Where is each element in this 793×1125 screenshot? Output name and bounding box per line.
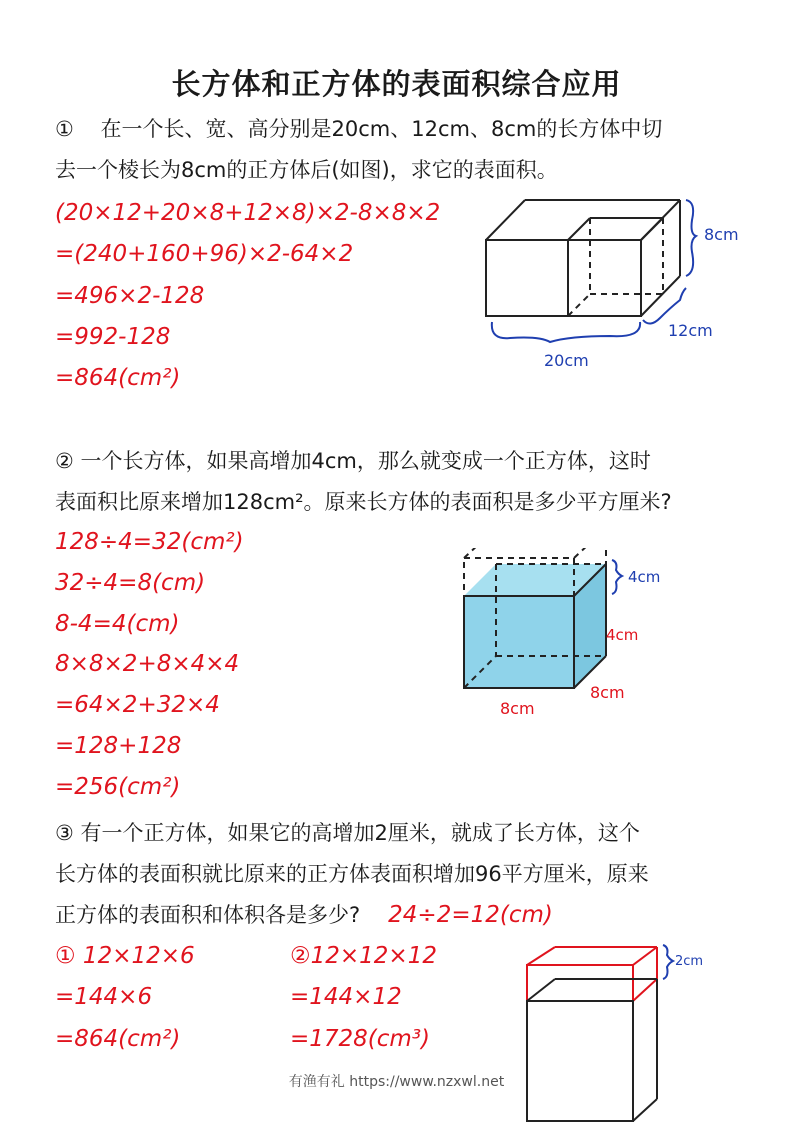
q1-line2: 去一个棱长为8cm的正方体后(如图)，求它的表面积。: [55, 158, 558, 182]
q3-answer-line: =1728(cm³): [290, 1025, 431, 1052]
q2-answer-line: 32÷4=8(cm): [55, 569, 206, 596]
q1-cuboid-figure: [470, 190, 760, 380]
q1-answer-line: =496×2-128: [55, 282, 205, 309]
q1-answer: [55, 193, 440, 399]
q3-answer-left: [55, 936, 195, 1060]
q3-cube-figure: [515, 935, 745, 1125]
q2-length-label: 8cm: [500, 699, 535, 718]
q3-answer-line: =144×12: [290, 984, 402, 1011]
footer-watermark: 有渔有礼 https://www.nzxwl.net: [288, 1074, 505, 1090]
q2-answer-line: 8×8×2+8×4×4: [55, 651, 240, 678]
question-3: [55, 813, 755, 936]
q1-answer-line: (20×12+20×8+12×8)×2-8×8×2: [55, 200, 441, 226]
q2-height-label: 4cm: [606, 626, 639, 644]
q2-answer-line: =128+128: [55, 732, 182, 759]
page-title: 长方体和正方体的表面积综合应用: [171, 67, 622, 101]
q2-width-label: 8cm: [590, 683, 625, 702]
q1-length-label: 20cm: [544, 351, 589, 370]
q1-marker: ①: [55, 117, 74, 141]
q1-answer-line: =992-128: [55, 323, 171, 350]
q2-top-label: 4cm: [628, 568, 661, 586]
q3-answer-right: [290, 936, 437, 1060]
q2-cube-figure: [450, 548, 670, 720]
q3-answer-line: =864(cm²): [55, 1025, 181, 1052]
q3-line1: ③ 有一个正方体，如果它的高增加2厘米，就成了长方体，这个: [55, 821, 640, 845]
q3-line3: 正方体的表面积和体积各是多少?: [55, 903, 361, 927]
q1-answer-line: =(240+160+96)×2-64×2: [55, 241, 354, 268]
q3-line2: 长方体的表面积就比原来的正方体表面积增加96平方厘米，原来: [55, 862, 649, 886]
q2-line2: 表面积比原来增加128cm²。原来长方体的表面积是多少平方厘米?: [55, 490, 672, 514]
q3-answer-line: ① 12×12×6: [55, 943, 195, 969]
q3-inline-answer: 24÷2=12(cm): [388, 902, 553, 928]
q1-width-label: 12cm: [668, 321, 713, 340]
q3-answer-line: =144×6: [55, 984, 153, 1011]
q2-answer-line: 128÷4=32(cm²): [55, 529, 244, 555]
q3-top-label: 2cm: [675, 954, 704, 969]
question-2: [55, 441, 755, 523]
q2-answer-line: =256(cm²): [55, 773, 181, 800]
q2-line1: ② 一个长方体，如果高增加4cm，那么就变成一个正方体，这时: [55, 449, 651, 473]
q1-line1: 在一个长、宽、高分别是20cm、12cm、8cm的长方体中切: [100, 117, 663, 141]
q1-answer-line: =864(cm²): [55, 365, 181, 392]
q2-answer-line: 8-4=4(cm): [55, 610, 180, 637]
q2-answer: [55, 522, 244, 808]
q2-answer-line: =64×2+32×4: [55, 692, 220, 719]
question-1: [55, 109, 755, 191]
q3-answer-line: ②12×12×12: [290, 943, 437, 969]
q1-height-label: 8cm: [704, 225, 739, 244]
